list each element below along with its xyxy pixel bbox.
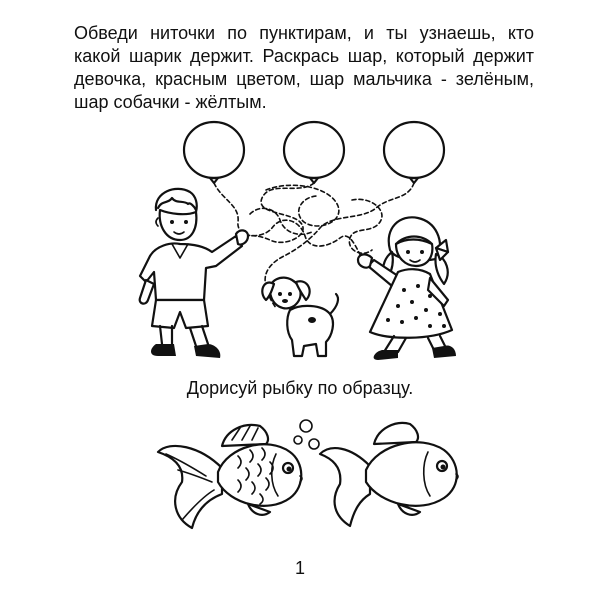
- dotted-strings-maze: [214, 183, 414, 308]
- girl-figure: [358, 217, 456, 360]
- balloon-left: [184, 122, 244, 183]
- fish-outline-to-complete: [320, 423, 458, 526]
- bubbles: [294, 420, 319, 449]
- page-number: 1: [294, 558, 305, 578]
- boy-figure: [140, 189, 248, 358]
- puppy-figure: [262, 278, 338, 356]
- task1-instruction: Обведи ниточки по пунктирам, и ты узнаешь, кто какой шарик держит. Раскрась шар, который держит девочка, красным цветом, шар мальчика - зелёным, шар собачки - жёлтым.: [74, 23, 534, 112]
- fish-sample: [158, 425, 302, 528]
- balloon-right: [384, 122, 444, 183]
- balloon-middle: [284, 122, 344, 183]
- task2-instruction: Дорисуй рыбку по образцу.: [186, 378, 414, 398]
